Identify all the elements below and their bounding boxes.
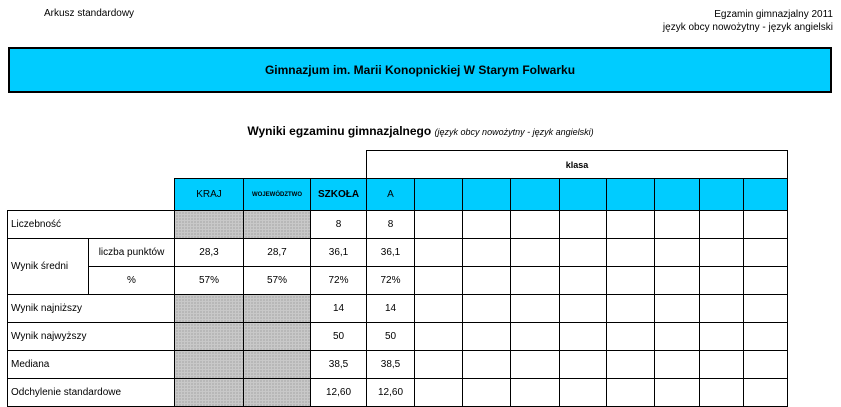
row-label: Wynik średni <box>8 239 89 295</box>
class-a-value: 12,60 <box>367 379 415 407</box>
col-class-empty <box>744 179 788 211</box>
row-wynik-sredni-percent <box>8 267 788 295</box>
exam-year: Egzamin gimnazjalny 2011 <box>714 9 833 20</box>
class-a-value: 8 <box>367 211 415 239</box>
woj-value: 57% <box>244 267 311 295</box>
row-najwyzszy <box>8 323 788 351</box>
school-banner <box>8 47 832 93</box>
szkola-value: 50 <box>311 323 367 351</box>
row-label: Liczebność <box>8 211 175 239</box>
hatched-cell <box>244 323 311 351</box>
col-class-empty <box>560 179 607 211</box>
results-table <box>7 150 788 407</box>
col-class-empty <box>700 179 744 211</box>
class-a-value: 72% <box>367 267 415 295</box>
szkola-value: 14 <box>311 295 367 323</box>
hatched-cell <box>244 295 311 323</box>
row-odchylenie <box>8 379 788 407</box>
row-label: Wynik najniższy <box>8 295 175 323</box>
szkola-value: 72% <box>311 267 367 295</box>
class-a-value: 14 <box>367 295 415 323</box>
class-a-value: 38,5 <box>367 351 415 379</box>
row-label: Mediana <box>8 351 175 379</box>
row-label: Wynik najwyższy <box>8 323 175 351</box>
col-class-empty <box>415 179 463 211</box>
class-a-value: 50 <box>367 323 415 351</box>
col-class-empty <box>655 179 700 211</box>
hatched-cell <box>244 379 311 407</box>
school-name: Gimnazjum im. Marii Konopnickiej W Starym Folwarku <box>264 63 576 77</box>
col-kraj: KRAJ <box>175 179 244 211</box>
szkola-value: 8 <box>311 211 367 239</box>
col-class-a: A <box>367 179 415 211</box>
row-najnizszy <box>8 295 788 323</box>
sub-label: % <box>89 267 175 295</box>
results-title-note: (język obcy nowożytny - język angielski) <box>434 127 594 137</box>
col-szkola: SZKOŁA <box>311 179 367 211</box>
exam-info <box>663 8 833 34</box>
col-class-empty <box>607 179 655 211</box>
szkola-value: 12,60 <box>311 379 367 407</box>
sub-label: liczba punktów <box>89 239 175 267</box>
col-class-empty <box>511 179 560 211</box>
row-liczebnosc <box>8 211 788 239</box>
exam-subject: język obcy nowożytny - język angielski <box>662 22 833 33</box>
hatched-cell <box>244 211 311 239</box>
class-a-value: 36,1 <box>367 239 415 267</box>
results-title-main: Wyniki egzaminu gimnazjalnego <box>247 124 432 138</box>
hatched-cell <box>175 323 244 351</box>
hatched-cell <box>175 379 244 407</box>
kraj-value: 28,3 <box>175 239 244 267</box>
kraj-value: 57% <box>175 267 244 295</box>
results-title <box>0 124 841 138</box>
szkola-value: 36,1 <box>311 239 367 267</box>
row-wynik-sredni-points <box>8 239 788 267</box>
row-label: Odchylenie standardowe <box>8 379 175 407</box>
col-class-empty <box>463 179 511 211</box>
hatched-cell <box>175 211 244 239</box>
row-mediana <box>8 351 788 379</box>
szkola-value: 38,5 <box>311 351 367 379</box>
hatched-cell <box>244 351 311 379</box>
hatched-cell <box>175 295 244 323</box>
klasa-header: klasa <box>367 151 788 179</box>
woj-value: 28,7 <box>244 239 311 267</box>
hatched-cell <box>175 351 244 379</box>
col-wojewodztwo: WOJEWÓDZTWO <box>244 179 311 211</box>
sheet-type-label: Arkusz standardowy <box>44 8 135 19</box>
